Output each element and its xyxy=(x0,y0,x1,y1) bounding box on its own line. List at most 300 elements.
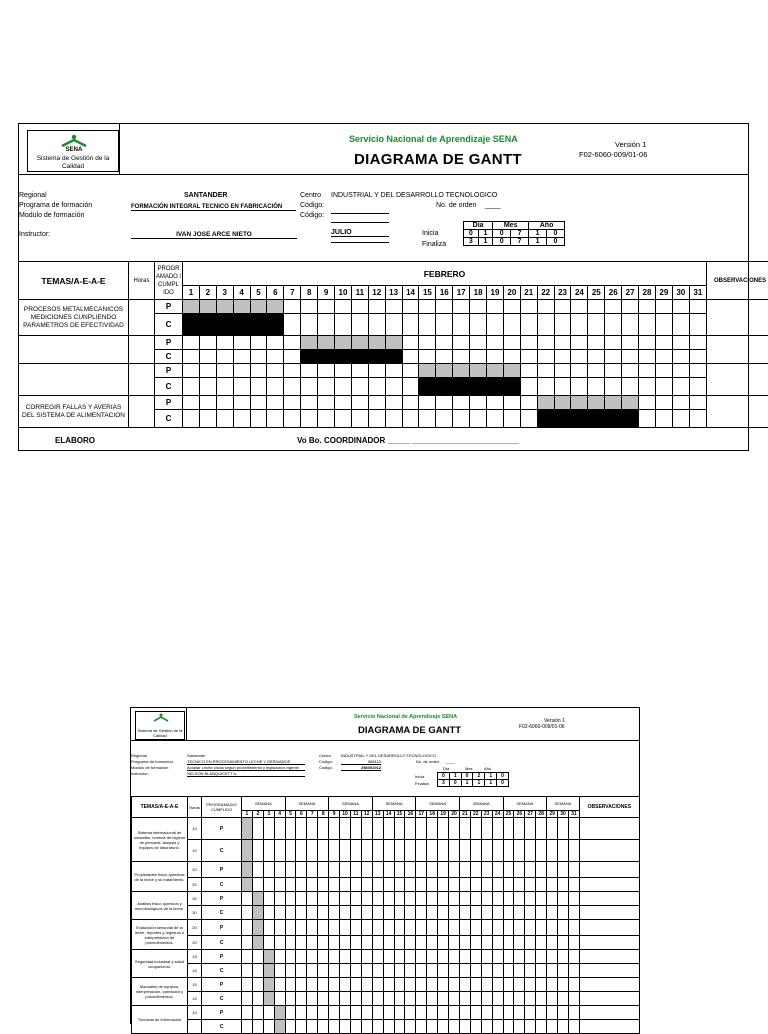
planned-bar-cell xyxy=(503,364,520,378)
planned-bar-cell xyxy=(250,300,267,314)
day-cell xyxy=(350,978,361,992)
tema-cell: Seguridad industrial y salud ocupacional. xyxy=(132,950,188,978)
service-name: Servicio Nacional de Aprendizaje SENA xyxy=(349,134,518,144)
month-field: JULIO xyxy=(331,229,389,237)
day-cell xyxy=(427,862,438,878)
tema-cell: PROCESOS METALMECANICOS MEDICIONES CUNPLIENDO PARAMETROS DE EFECTIVIDAD xyxy=(19,300,129,336)
day-cell xyxy=(307,1006,318,1020)
day-cell xyxy=(307,950,318,964)
day-cell xyxy=(350,892,361,906)
day-header: 21 xyxy=(520,286,537,300)
semana-header: SEMANA xyxy=(459,797,503,811)
centro-value: INDUSTRIAL Y DEL DESARROLLO TECNOLOGICO xyxy=(331,192,497,199)
day-cell xyxy=(416,936,427,950)
day-cell xyxy=(449,1006,460,1020)
day-header: 22 xyxy=(537,286,554,300)
day-cell xyxy=(588,336,605,350)
planned-bar-cell xyxy=(216,300,233,314)
day-cell xyxy=(252,950,263,964)
day-cell xyxy=(503,1020,514,1034)
day-cell xyxy=(285,920,296,936)
day-cell xyxy=(436,336,453,350)
day-cell xyxy=(340,862,351,878)
day-cell xyxy=(335,378,352,396)
day-cell xyxy=(372,862,383,878)
day-cell xyxy=(514,992,525,1006)
day-cell xyxy=(274,862,285,878)
elaboro-label: ELABORO xyxy=(55,436,95,445)
day-cell xyxy=(183,378,200,396)
day-cell xyxy=(242,906,253,920)
day-cell xyxy=(274,992,285,1006)
day-cell xyxy=(520,378,537,396)
day-cell xyxy=(340,906,351,920)
day-cell xyxy=(470,350,487,364)
tema-cell xyxy=(19,364,129,396)
day-cell xyxy=(329,892,340,906)
planned-bar-cell xyxy=(252,906,263,920)
day-cell xyxy=(394,840,405,862)
day-cell xyxy=(242,992,253,1006)
day-cell xyxy=(568,1020,579,1034)
day-cell xyxy=(351,364,368,378)
day-cell xyxy=(340,978,351,992)
day-cell xyxy=(361,964,372,978)
day-cell xyxy=(558,992,569,1006)
day-cell xyxy=(301,314,318,336)
day-cell xyxy=(453,336,470,350)
day-cell xyxy=(284,396,301,410)
day-cell xyxy=(402,300,419,314)
day-cell xyxy=(416,878,427,892)
day-cell xyxy=(405,964,416,978)
day-cell xyxy=(419,396,436,410)
day-cell xyxy=(537,336,554,350)
day-cell xyxy=(427,840,438,862)
gantt-row xyxy=(19,396,768,410)
day-cell xyxy=(481,1020,492,1034)
day-cell xyxy=(307,978,318,992)
day-cell xyxy=(307,920,318,936)
day-cell xyxy=(335,314,352,336)
day-cell xyxy=(285,1020,296,1034)
day-header: 20 xyxy=(503,286,520,300)
day-cell xyxy=(361,950,372,964)
planned-bar-cell xyxy=(351,336,368,350)
day-cell xyxy=(233,396,250,410)
day-cell xyxy=(274,920,285,936)
completed-bar-cell xyxy=(622,410,639,428)
date-digit: 0 xyxy=(438,773,450,780)
completed-bar-cell xyxy=(453,378,470,396)
day-cell xyxy=(372,878,383,892)
day-header: 24 xyxy=(492,811,503,818)
day-cell xyxy=(419,300,436,314)
day-cell xyxy=(405,892,416,906)
day-cell xyxy=(503,410,520,428)
day-cell xyxy=(536,936,547,950)
finaliza-label: Finaliza xyxy=(422,241,446,248)
planned-bar-cell xyxy=(252,892,263,906)
day-cell xyxy=(285,840,296,862)
day-cell xyxy=(470,1006,481,1020)
version-label: Versión 1 xyxy=(615,140,646,149)
day-cell xyxy=(252,862,263,878)
day-cell xyxy=(267,396,284,410)
day-header: 20 xyxy=(449,811,460,818)
day-cell xyxy=(547,920,558,936)
codigo-line-1 xyxy=(331,212,389,214)
instructor-value-2: NELSON BLANQUICETT A. xyxy=(187,771,305,777)
day-cell xyxy=(361,862,372,878)
day-cell xyxy=(558,936,569,950)
planned-bar-cell xyxy=(252,920,263,936)
day-header: 14 xyxy=(383,811,394,818)
tema-cell: Evaluación sensorial de la leche, reportes y registros e interpretación de procedimientos. xyxy=(132,920,188,950)
day-cell xyxy=(372,840,383,862)
day-cell xyxy=(571,364,588,378)
day-cell xyxy=(689,314,706,336)
day-cell xyxy=(672,378,689,396)
day-cell xyxy=(514,1006,525,1020)
programado-header: PROGRAMADO/ CUMPLIDO xyxy=(202,797,242,818)
day-cell xyxy=(351,314,368,336)
completed-bar-cell xyxy=(503,378,520,396)
day-cell xyxy=(481,818,492,840)
document-title-2: DIAGRAMA DE GANTT xyxy=(358,725,461,736)
day-cell xyxy=(419,350,436,364)
semana-header: SEMANA xyxy=(547,797,580,811)
day-cell xyxy=(558,950,569,964)
day-cell xyxy=(419,410,436,428)
day-cell xyxy=(689,396,706,410)
day-cell xyxy=(536,964,547,978)
day-header: 18 xyxy=(470,286,487,300)
day-cell xyxy=(481,1006,492,1020)
horas-cell: 30 xyxy=(188,892,202,906)
day-header: 15 xyxy=(419,286,436,300)
completed-bar-cell xyxy=(233,314,250,336)
day-cell xyxy=(672,314,689,336)
horas-cell: 15 xyxy=(188,950,202,964)
day-cell xyxy=(605,378,622,396)
dia-header-2: Día xyxy=(443,766,449,771)
cumplido-marker: C xyxy=(202,936,242,950)
day-cell xyxy=(340,964,351,978)
day-cell xyxy=(672,300,689,314)
day-cell xyxy=(394,1006,405,1020)
day-cell xyxy=(568,840,579,862)
semana-header: SEMANA xyxy=(242,797,286,811)
day-cell xyxy=(481,862,492,878)
day-cell xyxy=(307,892,318,906)
day-cell xyxy=(285,936,296,950)
completed-bar-cell xyxy=(436,378,453,396)
day-cell xyxy=(449,878,460,892)
gantt-row xyxy=(132,906,640,920)
day-cell xyxy=(350,906,361,920)
day-cell xyxy=(492,818,503,840)
day-cell xyxy=(438,920,449,936)
month-underline xyxy=(331,241,389,243)
day-cell xyxy=(655,300,672,314)
day-cell xyxy=(416,1006,427,1020)
anio-header-2: Año xyxy=(484,766,491,771)
day-cell xyxy=(438,978,449,992)
date-digit: 0 xyxy=(497,780,509,787)
day-header: 23 xyxy=(481,811,492,818)
day-cell xyxy=(318,378,335,396)
horas-cell xyxy=(129,336,155,364)
day-cell xyxy=(301,364,318,378)
horas-cell: 10 xyxy=(188,818,202,840)
programado-marker: P xyxy=(202,862,242,878)
day-cell xyxy=(318,840,329,862)
day-cell xyxy=(284,300,301,314)
day-cell xyxy=(368,300,385,314)
mes-header: Mes xyxy=(493,222,529,230)
day-cell xyxy=(372,920,383,936)
day-cell xyxy=(470,936,481,950)
day-cell xyxy=(481,840,492,862)
day-cell xyxy=(514,878,525,892)
day-cell xyxy=(459,818,470,840)
day-cell xyxy=(470,920,481,936)
date-digit: 0 xyxy=(493,238,511,246)
programa-label-2: Programa de formación xyxy=(131,759,173,764)
day-cell xyxy=(536,920,547,936)
gantt-table-2 xyxy=(131,796,640,1034)
day-cell xyxy=(571,378,588,396)
day-cell xyxy=(520,350,537,364)
day-cell xyxy=(568,936,579,950)
cumplido-marker: C xyxy=(202,1020,242,1034)
day-cell xyxy=(318,1020,329,1034)
day-cell xyxy=(318,978,329,992)
day-cell xyxy=(655,378,672,396)
gantt-row xyxy=(132,950,640,964)
day-cell xyxy=(416,1020,427,1034)
day-cell xyxy=(361,840,372,862)
day-cell xyxy=(520,396,537,410)
day-cell xyxy=(318,950,329,964)
tema-cell: Propiedades físico-químicas de la leche y su tratamiento. xyxy=(132,862,188,892)
codigo-line-2 xyxy=(331,221,389,223)
sena-logo-icon xyxy=(151,713,171,725)
day-cell xyxy=(470,862,481,878)
day-cell xyxy=(318,314,335,336)
day-cell xyxy=(394,920,405,936)
day-cell xyxy=(318,892,329,906)
day-cell xyxy=(250,378,267,396)
day-cell xyxy=(350,840,361,862)
horas-cell: 20 xyxy=(188,862,202,878)
day-cell xyxy=(672,364,689,378)
day-cell xyxy=(267,364,284,378)
day-cell xyxy=(340,992,351,1006)
day-cell xyxy=(459,950,470,964)
codigo-value-2b: 258301012 xyxy=(341,765,381,771)
date-digit: 7 xyxy=(511,238,529,246)
day-cell xyxy=(263,862,274,878)
date-digit: 7 xyxy=(511,230,529,238)
planned-bar-cell xyxy=(453,364,470,378)
planned-bar-cell xyxy=(263,978,274,992)
completed-bar-cell xyxy=(385,350,402,364)
day-cell xyxy=(267,378,284,396)
planned-bar-cell xyxy=(554,396,571,410)
planned-bar-cell xyxy=(622,396,639,410)
date-digit: 0 xyxy=(449,780,461,787)
horas-cell xyxy=(129,364,155,396)
day-cell xyxy=(216,410,233,428)
day-cell xyxy=(405,840,416,862)
day-cell xyxy=(514,964,525,978)
observaciones-cell xyxy=(579,920,639,936)
day-cell xyxy=(318,992,329,1006)
day-header: 1 xyxy=(242,811,253,818)
day-cell xyxy=(554,300,571,314)
day-cell xyxy=(267,350,284,364)
day-cell xyxy=(503,892,514,906)
programado-marker: P xyxy=(155,396,183,410)
day-cell xyxy=(639,410,656,428)
day-cell xyxy=(361,992,372,1006)
day-cell xyxy=(250,396,267,410)
regional-label-2: Regional xyxy=(131,753,147,758)
day-cell xyxy=(449,906,460,920)
day-cell xyxy=(639,350,656,364)
horas-cell: 10 xyxy=(188,1006,202,1020)
day-cell xyxy=(503,350,520,364)
day-cell xyxy=(492,950,503,964)
day-cell xyxy=(242,920,253,936)
day-cell xyxy=(438,1020,449,1034)
day-cell xyxy=(537,364,554,378)
day-cell xyxy=(394,906,405,920)
day-cell xyxy=(487,410,504,428)
completed-bar-cell xyxy=(216,314,233,336)
tema-cell xyxy=(19,336,129,364)
day-cell xyxy=(588,364,605,378)
observaciones-cell xyxy=(579,950,639,964)
day-cell xyxy=(372,964,383,978)
gantt-row xyxy=(19,300,768,314)
day-cell xyxy=(394,992,405,1006)
day-cell xyxy=(427,892,438,906)
observaciones-cell xyxy=(707,364,768,396)
day-cell xyxy=(554,314,571,336)
day-cell xyxy=(296,1006,307,1020)
day-cell xyxy=(525,906,536,920)
day-cell xyxy=(301,378,318,396)
day-cell xyxy=(405,1020,416,1034)
horas-cell: 20 xyxy=(188,936,202,950)
day-cell xyxy=(285,978,296,992)
day-cell xyxy=(537,314,554,336)
day-cell xyxy=(459,964,470,978)
day-cell xyxy=(340,1006,351,1020)
divider xyxy=(186,708,187,740)
observaciones-cell xyxy=(579,862,639,878)
day-cell xyxy=(285,950,296,964)
day-cell xyxy=(558,920,569,936)
day-header: 3 xyxy=(263,811,274,818)
planned-bar-cell xyxy=(368,336,385,350)
day-cell xyxy=(503,992,514,1006)
day-header: 18 xyxy=(427,811,438,818)
day-cell xyxy=(329,978,340,992)
cumplido-marker: C xyxy=(202,964,242,978)
temas-header: TEMAS/A-E-A-E xyxy=(19,262,129,300)
day-cell xyxy=(487,300,504,314)
day-cell xyxy=(383,964,394,978)
day-cell xyxy=(263,840,274,862)
day-cell xyxy=(263,878,274,892)
day-cell xyxy=(568,1006,579,1020)
day-cell xyxy=(329,1020,340,1034)
day-cell xyxy=(536,840,547,862)
completed-bar-cell xyxy=(419,378,436,396)
day-cell xyxy=(383,1006,394,1020)
date-digit: 1 xyxy=(485,780,497,787)
day-cell xyxy=(427,1006,438,1020)
day-cell xyxy=(672,410,689,428)
day-cell xyxy=(263,1020,274,1034)
day-cell xyxy=(459,1020,470,1034)
day-cell xyxy=(520,300,537,314)
day-cell xyxy=(568,862,579,878)
day-cell xyxy=(568,818,579,840)
day-cell xyxy=(470,336,487,350)
day-cell xyxy=(350,992,361,1006)
day-cell xyxy=(453,314,470,336)
tema-cell: Manuales de equipos, interpretación, operación y procedimientos. xyxy=(132,978,188,1006)
day-cell xyxy=(436,314,453,336)
day-cell xyxy=(350,862,361,878)
day-cell xyxy=(537,300,554,314)
day-cell xyxy=(558,978,569,992)
day-cell xyxy=(503,978,514,992)
day-cell xyxy=(383,992,394,1006)
day-cell xyxy=(383,862,394,878)
day-cell xyxy=(361,906,372,920)
day-cell xyxy=(416,906,427,920)
day-cell xyxy=(368,364,385,378)
day-cell xyxy=(394,892,405,906)
sena-logo-icon xyxy=(56,134,92,152)
completed-bar-cell xyxy=(368,350,385,364)
day-cell xyxy=(605,314,622,336)
day-cell xyxy=(453,350,470,364)
day-cell xyxy=(296,1020,307,1034)
date-digit: 0 xyxy=(497,773,509,780)
codigo-label-2: Código: xyxy=(300,212,324,219)
day-cell xyxy=(340,878,351,892)
observaciones-cell xyxy=(579,964,639,978)
day-cell xyxy=(689,350,706,364)
day-cell xyxy=(492,840,503,862)
day-header: 16 xyxy=(436,286,453,300)
modulo-label: Modulo de formación xyxy=(19,212,84,219)
day-cell xyxy=(672,350,689,364)
day-cell xyxy=(525,978,536,992)
day-cell xyxy=(383,892,394,906)
day-cell xyxy=(481,920,492,936)
day-cell xyxy=(385,300,402,314)
day-cell xyxy=(470,892,481,906)
day-cell xyxy=(492,878,503,892)
